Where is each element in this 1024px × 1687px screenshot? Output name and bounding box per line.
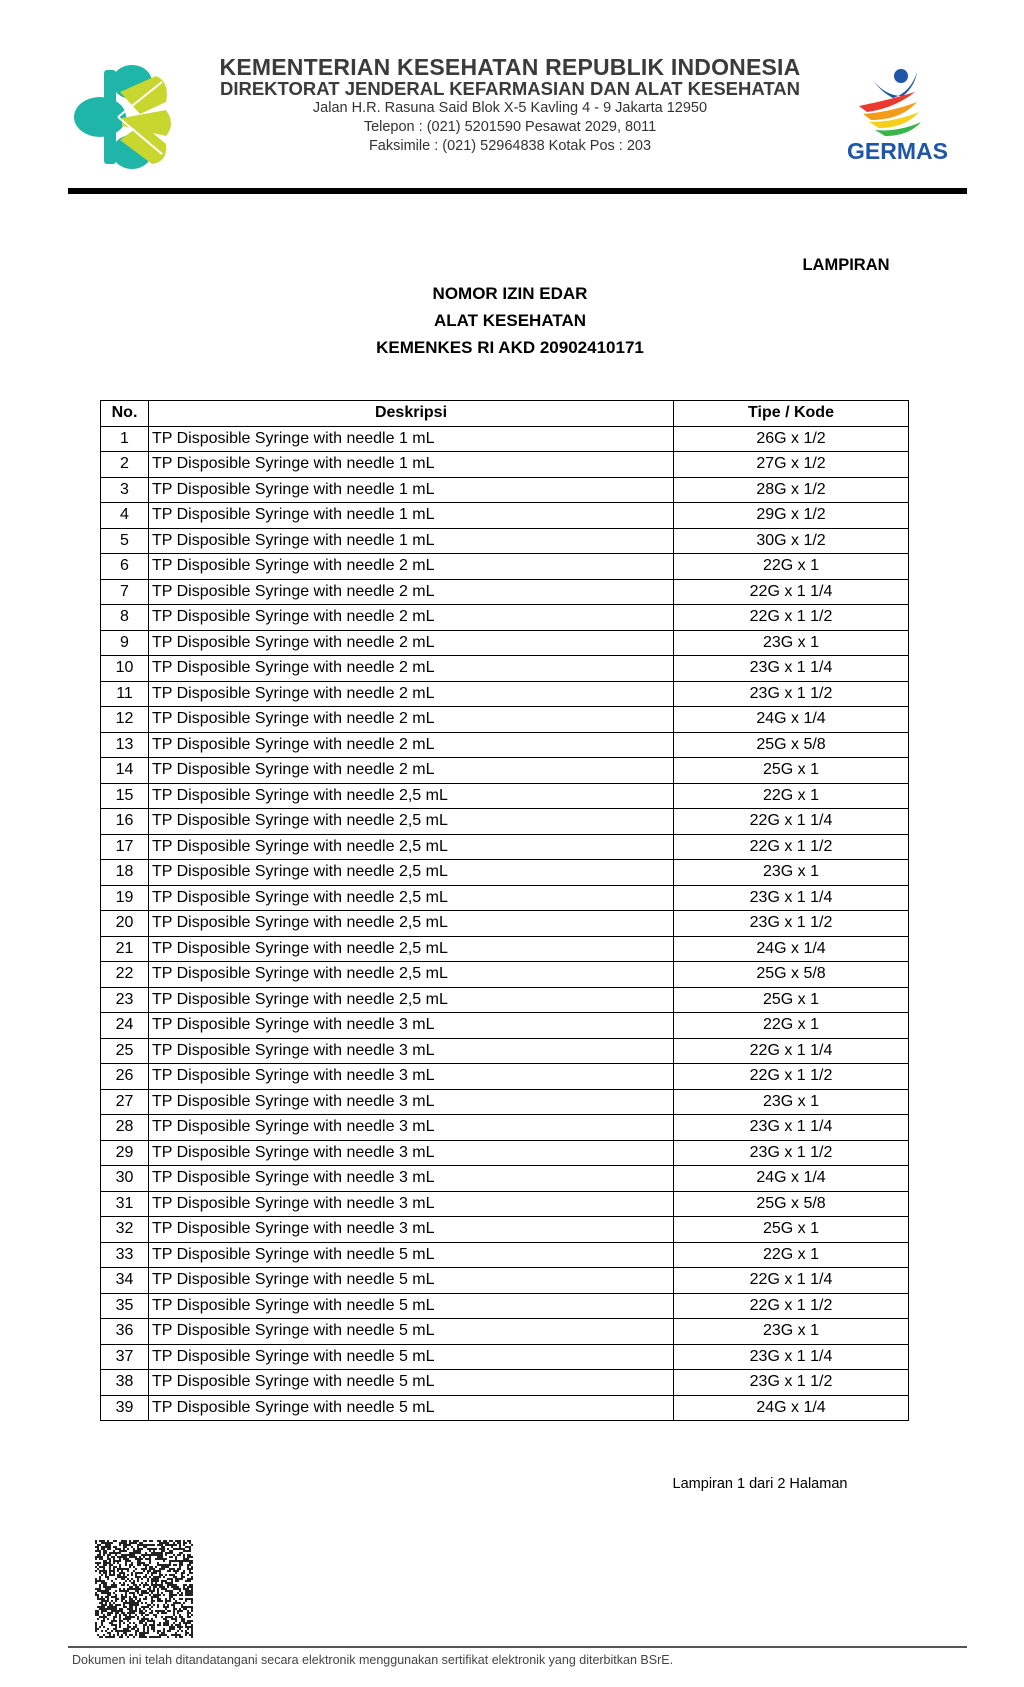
row-number: 30 [101, 1166, 149, 1192]
table-row [101, 1268, 909, 1294]
row-description: TP Disposible Syringe with needle 5 mL [149, 1293, 674, 1319]
row-type-code: 22G x 1 1/4 [674, 1038, 909, 1064]
row-type-code: 22G x 1 1/2 [674, 605, 909, 631]
directorate-name: DIREKTORAT JENDERAL KEFARMASIAN DAN ALAT KESEHATAN [219, 78, 801, 99]
row-number: 6 [101, 554, 149, 580]
table-row [101, 579, 909, 605]
row-type-code: 22G x 1 1/4 [674, 1268, 909, 1294]
row-number: 35 [101, 1293, 149, 1319]
row-number: 23 [101, 987, 149, 1013]
row-number: 22 [101, 962, 149, 988]
column-header-description: Deskripsi [149, 401, 674, 427]
table-row [101, 1064, 909, 1090]
column-header-type: Tipe / Kode [674, 401, 909, 427]
ministry-name: KEMENTERIAN KESEHATAN REPUBLIK INDONESIA [219, 54, 801, 80]
row-number: 16 [101, 809, 149, 835]
row-type-code: 30G x 1/2 [674, 528, 909, 554]
table-row [101, 732, 909, 758]
row-description: TP Disposible Syringe with needle 5 mL [149, 1370, 674, 1396]
page-info: Lampiran 1 dari 2 Halaman [672, 1476, 848, 1492]
signature-note: Dokumen ini telah ditandatangani secara elektronik menggunakan sertifikat elektronik yang diterbitkan BSrE. [72, 1653, 674, 1667]
table-row [101, 1115, 909, 1141]
row-number: 8 [101, 605, 149, 631]
row-type-code: 22G x 1 1/2 [674, 1064, 909, 1090]
row-description: TP Disposible Syringe with needle 2 mL [149, 732, 674, 758]
fax-line: Faksimile : (021) 52964838 Kotak Pos : 203 [368, 138, 652, 154]
row-type-code: 23G x 1 1/2 [674, 1140, 909, 1166]
row-type-code: 23G x 1 [674, 1089, 909, 1115]
row-type-code: 22G x 1 [674, 1013, 909, 1039]
row-type-code: 22G x 1 1/2 [674, 834, 909, 860]
row-number: 39 [101, 1395, 149, 1421]
column-header-no: No. [101, 401, 149, 427]
row-type-code: 25G x 5/8 [674, 1191, 909, 1217]
document-title [310, 280, 710, 361]
row-description: TP Disposible Syringe with needle 1 mL [149, 426, 674, 452]
table-row [101, 1140, 909, 1166]
row-type-code: 22G x 1 [674, 1242, 909, 1268]
row-number: 20 [101, 911, 149, 937]
row-type-code: 23G x 1 1/2 [674, 681, 909, 707]
row-type-code: 24G x 1/4 [674, 936, 909, 962]
row-type-code: 23G x 1 1/4 [674, 885, 909, 911]
table-row [101, 477, 909, 503]
table-row [101, 1319, 909, 1345]
product-table [100, 400, 909, 1421]
title-line: ALAT KESEHATAN [433, 311, 587, 330]
row-description: TP Disposible Syringe with needle 2 mL [149, 579, 674, 605]
table-row [101, 681, 909, 707]
table-row [101, 911, 909, 937]
row-description: TP Disposible Syringe with needle 1 mL [149, 452, 674, 478]
row-description: TP Disposible Syringe with needle 1 mL [149, 477, 674, 503]
row-type-code: 22G x 1 1/4 [674, 579, 909, 605]
row-type-code: 26G x 1/2 [674, 426, 909, 452]
row-type-code: 23G x 1 [674, 860, 909, 886]
table-row [101, 707, 909, 733]
table-row [101, 962, 909, 988]
row-description: TP Disposible Syringe with needle 2,5 mL [149, 962, 674, 988]
row-type-code: 25G x 1 [674, 987, 909, 1013]
row-number: 3 [101, 477, 149, 503]
row-number: 21 [101, 936, 149, 962]
row-description: TP Disposible Syringe with needle 2 mL [149, 758, 674, 784]
row-description: TP Disposible Syringe with needle 2 mL [149, 630, 674, 656]
row-number: 38 [101, 1370, 149, 1396]
row-description: TP Disposible Syringe with needle 3 mL [149, 1140, 674, 1166]
table-row [101, 834, 909, 860]
row-number: 37 [101, 1344, 149, 1370]
row-description: TP Disposible Syringe with needle 3 mL [149, 1191, 674, 1217]
table-row [101, 1166, 909, 1192]
address-line: Jalan H.R. Rasuna Said Blok X-5 Kavling 4 - 9 Jakarta 12950 [312, 100, 708, 116]
row-description: TP Disposible Syringe with needle 2,5 mL [149, 834, 674, 860]
row-description: TP Disposible Syringe with needle 3 mL [149, 1064, 674, 1090]
title-line: KEMENKES RI AKD 20902410171 [376, 338, 644, 357]
row-number: 28 [101, 1115, 149, 1141]
title-line: NOMOR IZIN EDAR [432, 284, 588, 303]
row-description: TP Disposible Syringe with needle 2,5 mL [149, 936, 674, 962]
table-row [101, 987, 909, 1013]
table-row [101, 1191, 909, 1217]
row-description: TP Disposible Syringe with needle 2,5 mL [149, 783, 674, 809]
row-number: 19 [101, 885, 149, 911]
row-type-code: 23G x 1 1/4 [674, 656, 909, 682]
row-description: TP Disposible Syringe with needle 2,5 mL [149, 809, 674, 835]
row-number: 9 [101, 630, 149, 656]
row-number: 7 [101, 579, 149, 605]
row-number: 2 [101, 452, 149, 478]
row-type-code: 27G x 1/2 [674, 452, 909, 478]
row-number: 10 [101, 656, 149, 682]
row-number: 27 [101, 1089, 149, 1115]
row-number: 5 [101, 528, 149, 554]
row-number: 4 [101, 503, 149, 529]
row-type-code: 23G x 1 1/4 [674, 1115, 909, 1141]
row-description: TP Disposible Syringe with needle 3 mL [149, 1013, 674, 1039]
table-row [101, 503, 909, 529]
row-number: 14 [101, 758, 149, 784]
row-description: TP Disposible Syringe with needle 3 mL [149, 1038, 674, 1064]
row-description: TP Disposible Syringe with needle 2 mL [149, 707, 674, 733]
row-number: 24 [101, 1013, 149, 1039]
table-row [101, 630, 909, 656]
row-description: TP Disposible Syringe with needle 2 mL [149, 656, 674, 682]
row-description: TP Disposible Syringe with needle 1 mL [149, 503, 674, 529]
row-number: 11 [101, 681, 149, 707]
row-number: 32 [101, 1217, 149, 1243]
row-description: TP Disposible Syringe with needle 3 mL [149, 1217, 674, 1243]
telephone-line: Telepon : (021) 5201590 Pesawat 2029, 8011 [363, 119, 657, 135]
row-number: 33 [101, 1242, 149, 1268]
table-row [101, 1038, 909, 1064]
row-description: TP Disposible Syringe with needle 2,5 mL [149, 911, 674, 937]
row-type-code: 22G x 1 1/4 [674, 809, 909, 835]
table-row [101, 1089, 909, 1115]
table-row [101, 1395, 909, 1421]
row-type-code: 22G x 1 [674, 783, 909, 809]
table-row [101, 809, 909, 835]
table-row [101, 1293, 909, 1319]
row-number: 29 [101, 1140, 149, 1166]
footer-divider [68, 1646, 967, 1648]
row-type-code: 24G x 1/4 [674, 1166, 909, 1192]
table-header-row [101, 401, 909, 427]
row-type-code: 22G x 1 [674, 554, 909, 580]
row-type-code: 28G x 1/2 [674, 477, 909, 503]
letterhead [0, 0, 1024, 200]
row-number: 36 [101, 1319, 149, 1345]
table-row [101, 885, 909, 911]
row-description: TP Disposible Syringe with needle 2 mL [149, 554, 674, 580]
table-row [101, 1344, 909, 1370]
header-divider [68, 188, 967, 194]
row-description: TP Disposible Syringe with needle 5 mL [149, 1395, 674, 1421]
row-description: TP Disposible Syringe with needle 1 mL [149, 528, 674, 554]
row-type-code: 25G x 5/8 [674, 962, 909, 988]
table-row [101, 1013, 909, 1039]
letterhead-text [200, 55, 820, 156]
row-type-code: 23G x 1 1/2 [674, 911, 909, 937]
table-row [101, 936, 909, 962]
row-type-code: 25G x 5/8 [674, 732, 909, 758]
row-description: TP Disposible Syringe with needle 3 mL [149, 1089, 674, 1115]
table-row [101, 1217, 909, 1243]
table-row [101, 1242, 909, 1268]
row-number: 26 [101, 1064, 149, 1090]
row-number: 18 [101, 860, 149, 886]
qr-code-icon [95, 1540, 193, 1638]
germas-logo-text: GERMAS [847, 138, 948, 164]
row-type-code: 23G x 1 1/4 [674, 1344, 909, 1370]
row-description: TP Disposible Syringe with needle 2,5 mL [149, 885, 674, 911]
table-row [101, 783, 909, 809]
row-number: 12 [101, 707, 149, 733]
row-type-code: 24G x 1/4 [674, 1395, 909, 1421]
row-description: TP Disposible Syringe with needle 5 mL [149, 1268, 674, 1294]
row-number: 15 [101, 783, 149, 809]
row-type-code: 23G x 1 [674, 1319, 909, 1345]
table-row [101, 605, 909, 631]
row-number: 25 [101, 1038, 149, 1064]
row-type-code: 29G x 1/2 [674, 503, 909, 529]
row-description: TP Disposible Syringe with needle 2 mL [149, 605, 674, 631]
row-description: TP Disposible Syringe with needle 5 mL [149, 1344, 674, 1370]
table-row [101, 1370, 909, 1396]
row-description: TP Disposible Syringe with needle 2,5 mL [149, 987, 674, 1013]
row-number: 31 [101, 1191, 149, 1217]
row-description: TP Disposible Syringe with needle 3 mL [149, 1166, 674, 1192]
row-description: TP Disposible Syringe with needle 2,5 mL [149, 860, 674, 886]
row-description: TP Disposible Syringe with needle 3 mL [149, 1115, 674, 1141]
lampiran-label: LAMPIRAN [802, 256, 890, 274]
table-row [101, 554, 909, 580]
row-type-code: 25G x 1 [674, 758, 909, 784]
row-type-code: 22G x 1 1/2 [674, 1293, 909, 1319]
table-row [101, 528, 909, 554]
row-number: 17 [101, 834, 149, 860]
table-body [101, 426, 909, 1421]
row-number: 34 [101, 1268, 149, 1294]
row-description: TP Disposible Syringe with needle 2 mL [149, 681, 674, 707]
row-type-code: 23G x 1 1/2 [674, 1370, 909, 1396]
row-number: 13 [101, 732, 149, 758]
table-row [101, 860, 909, 886]
row-description: TP Disposible Syringe with needle 5 mL [149, 1242, 674, 1268]
table-row [101, 758, 909, 784]
row-type-code: 25G x 1 [674, 1217, 909, 1243]
table-row [101, 426, 909, 452]
table-row [101, 656, 909, 682]
kemenkes-logo-icon [70, 62, 178, 172]
row-type-code: 24G x 1/4 [674, 707, 909, 733]
row-type-code: 23G x 1 [674, 630, 909, 656]
table-row [101, 452, 909, 478]
row-description: TP Disposible Syringe with needle 5 mL [149, 1319, 674, 1345]
row-number: 1 [101, 426, 149, 452]
